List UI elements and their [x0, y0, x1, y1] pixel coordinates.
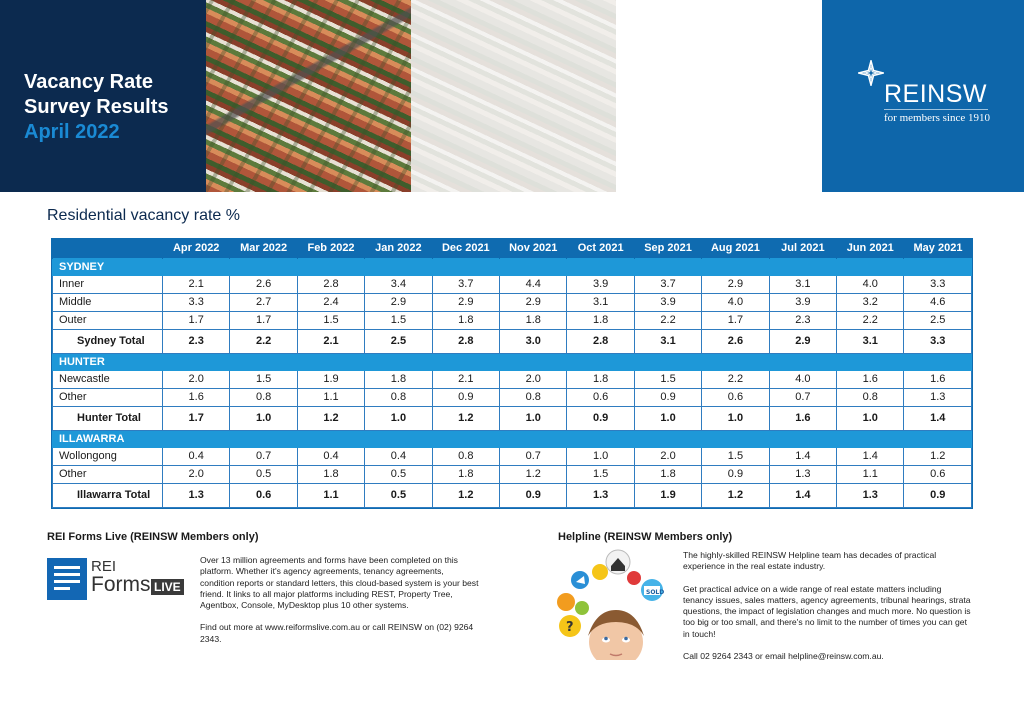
value-cell: 2.2	[837, 311, 904, 329]
column-header: Jun 2021	[837, 239, 904, 258]
value-cell: 0.4	[163, 447, 230, 465]
total-value-cell: 1.7	[163, 406, 230, 430]
helpline-paragraph-2: Get practical advice on a wide range of real estate matters including tenancy issues, sales matters, agency agreements, tribunal hearings, strata questions, the impact of legislation changes and much more. No question is too big or too small, and there's no limit to the number of times you can get in touch!	[683, 583, 971, 639]
value-cell: 4.6	[904, 293, 972, 311]
value-cell: 0.8	[432, 447, 499, 465]
region-header-row	[53, 353, 972, 370]
value-cell: 0.8	[230, 388, 297, 406]
value-cell: 1.5	[702, 447, 769, 465]
value-cell: 1.1	[837, 465, 904, 483]
total-value-cell: 0.6	[230, 483, 297, 507]
total-value-cell: 2.8	[432, 329, 499, 353]
value-cell: 1.9	[297, 370, 364, 388]
value-cell: 1.6	[163, 388, 230, 406]
value-cell: 1.4	[769, 447, 836, 465]
value-cell: 0.7	[500, 447, 567, 465]
value-cell: 1.5	[567, 465, 634, 483]
region-header-row	[53, 258, 972, 275]
aerial-suburb-photo	[206, 0, 411, 192]
region-name: HUNTER	[53, 353, 972, 370]
column-header: Aug 2021	[702, 239, 769, 258]
logo-forms-text: Forms	[91, 573, 151, 596]
total-value-cell: 0.9	[567, 406, 634, 430]
logo-tagline: for members since 1910	[884, 112, 990, 124]
total-row	[53, 406, 972, 430]
column-header: Nov 2021	[500, 239, 567, 258]
value-cell: 3.9	[567, 275, 634, 293]
helpline-paragraph-1: The highly-skilled REINSW Helpline team has decades of practical experience in the real estate industry.	[683, 550, 937, 572]
row-label: Outer	[53, 311, 163, 329]
value-cell: 3.7	[432, 275, 499, 293]
total-value-cell: 2.8	[567, 329, 634, 353]
row-label: Newcastle	[53, 370, 163, 388]
value-cell: 1.8	[567, 311, 634, 329]
total-value-cell: 1.0	[365, 406, 432, 430]
value-cell: 2.8	[297, 275, 364, 293]
total-value-cell: 3.0	[500, 329, 567, 353]
forms-paragraph-2: Find out more at www.reiformslive.com.au or call REINSW on (02) 9264 2343.	[200, 622, 474, 644]
title-line-1: Vacancy Rate	[24, 71, 153, 93]
value-cell: 0.6	[702, 388, 769, 406]
forms-live-title: REI Forms Live (REINSW Members only)	[47, 531, 259, 543]
helpline-paragraph-3: Call 02 9264 2343 or email helpline@reinsw.com.au.	[683, 651, 884, 662]
table-body	[53, 258, 972, 507]
total-value-cell: 1.0	[837, 406, 904, 430]
reinsw-logo-panel	[822, 0, 1024, 192]
value-cell: 1.5	[230, 370, 297, 388]
column-header: Mar 2022	[230, 239, 297, 258]
row-label: Inner	[53, 275, 163, 293]
total-value-cell: 2.6	[702, 329, 769, 353]
column-header: Jul 2021	[769, 239, 836, 258]
value-cell: 1.1	[297, 388, 364, 406]
total-value-cell: 1.4	[904, 406, 972, 430]
total-value-cell: 1.2	[432, 483, 499, 507]
value-cell: 1.3	[769, 465, 836, 483]
value-cell: 0.7	[769, 388, 836, 406]
helpline-title: Helpline (REINSW Members only)	[558, 531, 733, 543]
value-cell: 1.7	[163, 311, 230, 329]
value-cell: 2.9	[702, 275, 769, 293]
value-cell: 1.2	[904, 447, 972, 465]
total-value-cell: 1.2	[432, 406, 499, 430]
value-cell: 2.1	[163, 275, 230, 293]
value-cell: 1.4	[837, 447, 904, 465]
total-value-cell: 3.1	[837, 329, 904, 353]
value-cell: 0.7	[230, 447, 297, 465]
column-header: Oct 2021	[567, 239, 634, 258]
total-value-cell: 2.3	[163, 329, 230, 353]
table-row	[53, 293, 972, 311]
total-value-cell: 1.4	[769, 483, 836, 507]
total-value-cell: 1.9	[634, 483, 701, 507]
value-cell: 2.4	[297, 293, 364, 311]
value-cell: 3.9	[634, 293, 701, 311]
value-cell: 2.3	[769, 311, 836, 329]
value-cell: 2.0	[163, 370, 230, 388]
helpline-description	[683, 550, 973, 673]
column-header: Jan 2022	[365, 239, 432, 258]
value-cell: 4.0	[702, 293, 769, 311]
value-cell: 0.6	[904, 465, 972, 483]
value-cell: 1.8	[634, 465, 701, 483]
value-cell: 2.2	[702, 370, 769, 388]
total-value-cell: 2.2	[230, 329, 297, 353]
value-cell: 2.0	[500, 370, 567, 388]
faded-suburb-photo	[411, 0, 616, 192]
value-cell: 0.6	[567, 388, 634, 406]
forms-live-description	[200, 555, 480, 656]
logo-rei-text: REI	[91, 558, 117, 575]
column-header-blank	[53, 239, 163, 258]
title-line-2: Survey Results	[24, 96, 169, 118]
value-cell: 0.9	[634, 388, 701, 406]
total-value-cell: 3.3	[904, 329, 972, 353]
value-cell: 1.6	[837, 370, 904, 388]
forms-live-logo	[47, 558, 187, 600]
total-value-cell: 2.9	[769, 329, 836, 353]
value-cell: 0.9	[702, 465, 769, 483]
value-cell: 2.2	[634, 311, 701, 329]
woman-face-icon	[588, 610, 644, 660]
header-banner	[0, 0, 1024, 192]
value-cell: 2.9	[500, 293, 567, 311]
value-cell: 1.8	[432, 465, 499, 483]
value-cell: 0.4	[297, 447, 364, 465]
value-cell: 1.6	[904, 370, 972, 388]
sold-sign-label: SOLD	[646, 589, 665, 596]
value-cell: 3.7	[634, 275, 701, 293]
region-name: ILLAWARRA	[53, 430, 972, 447]
value-cell: 1.8	[297, 465, 364, 483]
value-cell: 0.4	[365, 447, 432, 465]
value-cell: 0.8	[500, 388, 567, 406]
row-label: Other	[53, 388, 163, 406]
column-header: Sep 2021	[634, 239, 701, 258]
value-cell: 2.7	[230, 293, 297, 311]
logo-name: REINSW	[884, 80, 987, 108]
forms-paragraph-1: Over 13 million agreements and forms have been completed on this platform. Whether it's agency agreements, tenancy agreements, condition reports or standard letters, this cloud-based system is your best friend. It links to all major platforms including REST, Property Tree, Agentbox, Console, MyDesktop plus 10 other systems.	[200, 555, 479, 611]
value-cell: 2.5	[904, 311, 972, 329]
logo-divider	[884, 109, 988, 110]
value-cell: 3.9	[769, 293, 836, 311]
table-row	[53, 311, 972, 329]
title-line-3: April 2022	[24, 121, 120, 143]
total-value-cell: 1.2	[297, 406, 364, 430]
value-cell: 4.0	[769, 370, 836, 388]
value-cell: 1.5	[634, 370, 701, 388]
value-cell: 2.6	[230, 275, 297, 293]
vacancy-rate-table	[51, 238, 973, 509]
table-row	[53, 447, 972, 465]
star-diamond-icon	[858, 60, 884, 86]
total-value-cell: 1.1	[297, 483, 364, 507]
document-icon	[47, 558, 87, 600]
total-row	[53, 483, 972, 507]
row-label: Wollongong	[53, 447, 163, 465]
value-cell: 0.5	[365, 465, 432, 483]
region-name: SYDNEY	[53, 258, 972, 275]
value-cell: 2.0	[163, 465, 230, 483]
total-value-cell: 1.0	[634, 406, 701, 430]
table-row	[53, 275, 972, 293]
column-header: Dec 2021	[432, 239, 499, 258]
value-cell: 1.8	[500, 311, 567, 329]
value-cell: 1.2	[500, 465, 567, 483]
report-title-block	[0, 0, 206, 192]
total-row	[53, 329, 972, 353]
total-value-cell: 2.5	[365, 329, 432, 353]
column-header: Apr 2022	[163, 239, 230, 258]
value-cell: 0.5	[230, 465, 297, 483]
total-value-cell: 1.3	[163, 483, 230, 507]
region-header-row	[53, 430, 972, 447]
total-value-cell: 1.0	[702, 406, 769, 430]
value-cell: 1.8	[567, 370, 634, 388]
table-row	[53, 465, 972, 483]
value-cell: 3.1	[769, 275, 836, 293]
total-value-cell: 2.1	[297, 329, 364, 353]
value-cell: 2.1	[432, 370, 499, 388]
value-cell: 4.4	[500, 275, 567, 293]
value-cell: 3.3	[163, 293, 230, 311]
total-value-cell: 3.1	[634, 329, 701, 353]
value-cell: 2.9	[365, 293, 432, 311]
column-header: Feb 2022	[297, 239, 364, 258]
value-cell: 1.7	[702, 311, 769, 329]
value-cell: 1.3	[904, 388, 972, 406]
value-cell: 0.9	[432, 388, 499, 406]
total-value-cell: 0.9	[500, 483, 567, 507]
value-cell: 3.4	[365, 275, 432, 293]
table-header-row	[53, 239, 972, 258]
total-value-cell: 1.0	[500, 406, 567, 430]
value-cell: 1.5	[297, 311, 364, 329]
total-label: Sydney Total	[53, 329, 163, 353]
value-cell: 1.7	[230, 311, 297, 329]
value-cell: 3.3	[904, 275, 972, 293]
value-cell: 1.0	[567, 447, 634, 465]
total-label: Hunter Total	[53, 406, 163, 430]
value-cell: 1.5	[365, 311, 432, 329]
total-value-cell: 1.3	[567, 483, 634, 507]
logo-live-badge: LIVE	[151, 579, 184, 595]
banner-spacer	[616, 0, 822, 192]
total-value-cell: 0.9	[904, 483, 972, 507]
total-value-cell: 1.3	[837, 483, 904, 507]
row-label: Middle	[53, 293, 163, 311]
total-label: Illawarra Total	[53, 483, 163, 507]
value-cell: 2.0	[634, 447, 701, 465]
svg-text:?: ?	[566, 620, 574, 635]
total-value-cell: 0.5	[365, 483, 432, 507]
total-value-cell: 1.6	[769, 406, 836, 430]
total-value-cell: 1.0	[230, 406, 297, 430]
value-cell: 2.9	[432, 293, 499, 311]
column-header: May 2021	[904, 239, 972, 258]
value-cell: 3.1	[567, 293, 634, 311]
total-value-cell: 1.2	[702, 483, 769, 507]
helpline-illustration	[556, 548, 674, 660]
section-title: Residential vacancy rate %	[47, 207, 240, 224]
value-cell: 4.0	[837, 275, 904, 293]
value-cell: 1.8	[365, 370, 432, 388]
value-cell: 0.8	[365, 388, 432, 406]
table-row	[53, 370, 972, 388]
value-cell: 3.2	[837, 293, 904, 311]
value-cell: 0.8	[837, 388, 904, 406]
table-row	[53, 388, 972, 406]
row-label: Other	[53, 465, 163, 483]
value-cell: 1.8	[432, 311, 499, 329]
